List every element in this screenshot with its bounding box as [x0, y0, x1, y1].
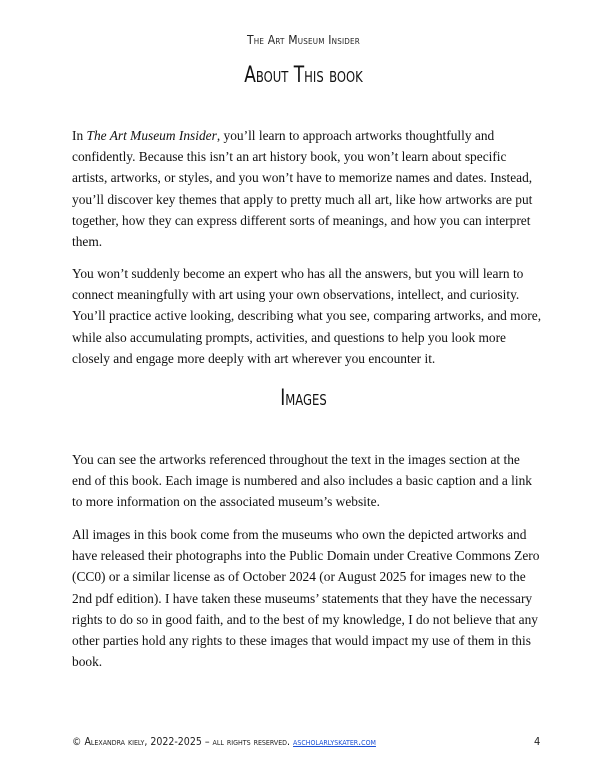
footer-copyright: © Alexandra kiely, 2022-2025 – all rights reserved. — [72, 736, 294, 748]
page-number: 4 — [534, 735, 541, 748]
about-paragraph-1-lead: In — [72, 128, 87, 143]
about-paragraph-2: You won’t suddenly become an expert who has all the answers, but you will learn to connect meaningfully with art using your own observations, intellect, and curiosity. You’ll practice active looking, describing what you see, comparing artworks, and more, while also accumulating prompts, activities, and questions to help you look more closely and engage more deeply with art wherever you encounter it. — [72, 266, 542, 366]
images-paragraph-2: All images in this book come from the museums who own the depicted artworks and have released their photographs into the Public Domain under Creative Commons Zero (CC0) or a similar license as of October 2024 (or August 2025 for images new to the 2nd pdf edition). I have taken these museums’ statements that they have the necessary rights to do so in good faith, and to the best of my knowledge, I do not believe that any other parties hold any rights to these images that would impact my use of them in this book. — [72, 527, 540, 670]
about-paragraph-1 — [72, 125, 542, 252]
footer-website-link[interactable]: ascholarlyskater.com — [293, 736, 376, 748]
footer — [72, 736, 376, 748]
running-header: The Art Museum Insider — [247, 33, 360, 47]
about-paragraph-1-rest: , you’ll learn to approach artworks thoughtfully and confidently. Because this isn’t an art history book, you won’t learn about specific artists, artworks, or styles, and you won’t have to memorize names and dates. Instead, you’ll discover key themes that apply to pretty much all art, like how artworks are put together, how they can express different sorts of meanings, and how you can interpret them. — [72, 128, 533, 250]
section-heading-about: About This book — [244, 63, 363, 88]
images-paragraph-1: You can see the artworks referenced throughout the text in the images section at the end of this book. Each image is numbered and also includes a basic caption and a link to more information on the associated museum’s website. — [72, 452, 532, 510]
section-heading-images: Images — [280, 386, 327, 411]
book-title-italic: The Art Museum Insider — [86, 128, 217, 143]
